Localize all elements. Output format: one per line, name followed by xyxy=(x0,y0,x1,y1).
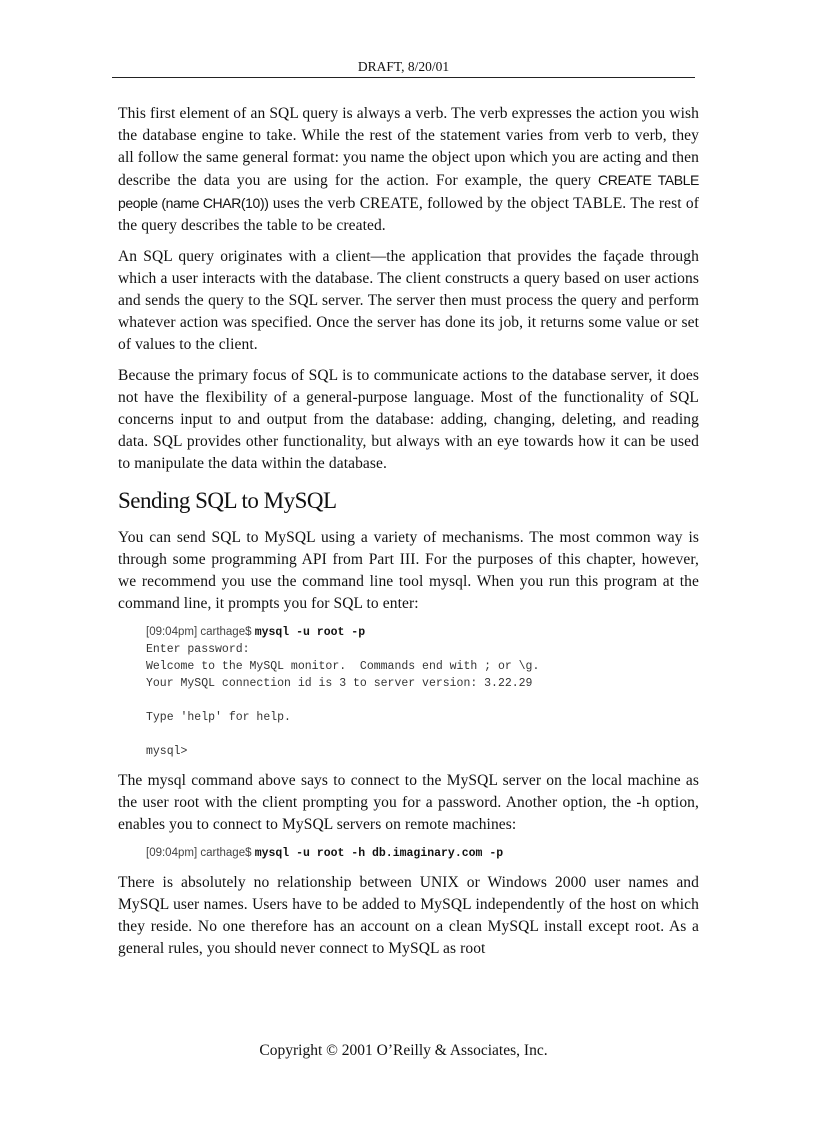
paragraph-mysql-command: The mysql command above says to connect to the MySQL server on the local machine as the user root with the client prompting you for a password. Another option, the -h option, enables you to connect to MySQL servers on remote machines: xyxy=(118,772,699,833)
shell-command: mysql -u root -h db.imaginary.com -p xyxy=(254,847,504,860)
code-line: Welcome to the MySQL monitor. Commands end with ; or \g. xyxy=(146,660,540,673)
page-footer: Copyright © 2001 O’Reilly & Associates, Inc. xyxy=(259,1042,548,1059)
code-line: Enter password: xyxy=(146,643,250,656)
code-line: mysql> xyxy=(146,745,188,758)
header-divider xyxy=(112,77,695,78)
paragraph-sql-focus: Because the primary focus of SQL is to communicate actions to the database server, it does not have the flexibility of a general-purpose language. Most of the functionality of SQL concerns input to and output from the database: adding, changing, deleting, and reading data. SQL provides other functionality, but always with an eye towards how it can be used to manipulate the data within the database. xyxy=(118,367,699,472)
shell-command: mysql -u root -p xyxy=(254,626,366,639)
section-heading: Sending SQL to MySQL xyxy=(118,488,337,513)
code-block-mysql-login xyxy=(146,624,699,760)
shell-prompt: [09:04pm] carthage$ xyxy=(146,847,255,859)
paragraph-text: uses the verb CREATE, followed by the object TABLE. The rest of the query describes the table to be created. xyxy=(118,195,699,234)
code-block-mysql-remote xyxy=(146,845,699,862)
inline-code-create-table: CREATE TABLE people (name CHAR(10)) xyxy=(118,172,699,211)
paragraph-sql-client: An SQL query originates with a client—the application that provides the façade through which a user interacts with the database. The client constructs a query based on user actions and sends the query to the SQL server. The server then must process the query and perform whatever action was specified. Once the server has done its job, it returns some value or set of values to the client. xyxy=(118,248,699,353)
paragraph-text: This first element of an SQL query is always a verb. The verb expresses the action you wish the database engine to take. While the rest of the statement varies from verb to verb, they all follow the same general format: you name the object upon which you are acting and then describe the data you are using for the action. For example, the query xyxy=(118,105,699,189)
paragraph-user-names: There is absolutely no relationship between UNIX or Windows 2000 user names and MySQL user names. Users have to be added to MySQL independently of the host on which they reside. No one therefore has an account on a clean MySQL install except root. As a general rules, you should never connect to MySQL as root xyxy=(118,874,699,957)
code-line: Your MySQL connection id is 3 to server version: 3.22.29 xyxy=(146,677,533,690)
paragraph-sql-verb xyxy=(118,103,699,237)
code-blank-line xyxy=(146,726,699,743)
code-line xyxy=(146,845,699,862)
code-blank-line xyxy=(146,692,699,709)
page-body xyxy=(118,103,699,969)
code-line xyxy=(146,624,699,641)
code-line: Type 'help' for help. xyxy=(146,711,291,724)
page-header: DRAFT, 8/20/01 xyxy=(357,59,450,74)
shell-prompt: [09:04pm] carthage$ xyxy=(146,626,255,638)
paragraph-sending-sql: You can send SQL to MySQL using a variety of mechanisms. The most common way is through some programming API from Part III. For the purposes of this chapter, however, we recommend you use the command line tool mysql. When you run this program at the command line, it prompts you for SQL to enter: xyxy=(118,529,699,612)
